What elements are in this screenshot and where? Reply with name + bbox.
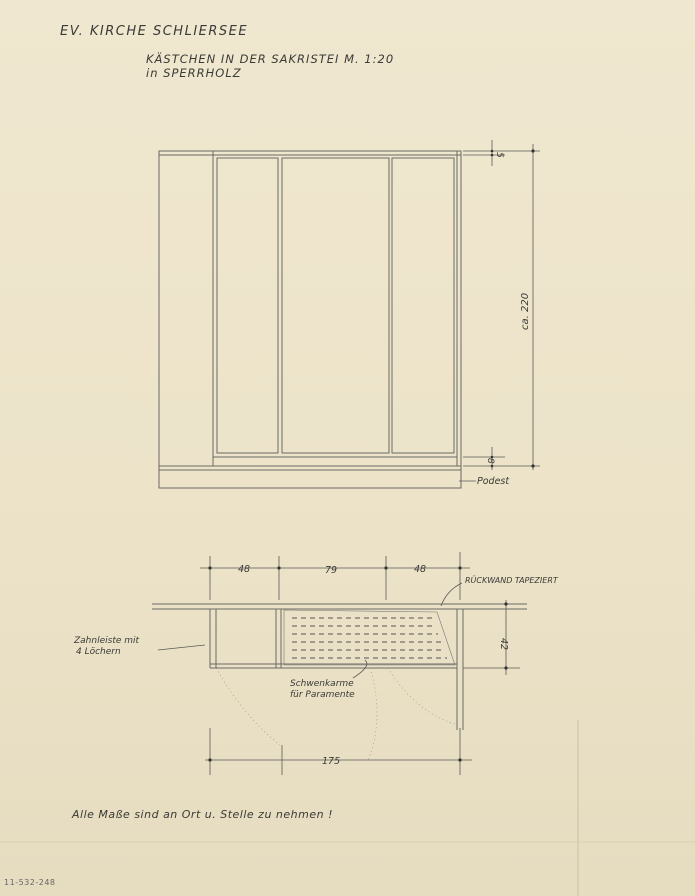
- door-panel-left: [217, 158, 278, 453]
- dim-48-left: 48: [238, 564, 251, 575]
- label-schwenkarme-2: für Paramente: [290, 690, 355, 700]
- label-podest: Podest: [477, 476, 510, 487]
- schwenkarme-leader: [353, 660, 367, 678]
- footer-note: Alle Maße sind an Ort u. Stelle zu nehmen !: [72, 808, 333, 821]
- door-swing-arc-left: [216, 668, 280, 745]
- elevation-view: [159, 151, 461, 488]
- drawing-material-note: in SPERRHOLZ: [146, 66, 242, 80]
- label-zahnleiste-1: Zahnleiste mit: [74, 636, 140, 646]
- paramente-hangers: [292, 618, 447, 658]
- label-rueckwand: RÜCKWAND TAPEZIERT: [465, 576, 558, 585]
- archive-stamp: 11-532-248: [4, 878, 56, 887]
- dim-height-220: ca. 220: [520, 292, 531, 330]
- door-panel-right: [392, 158, 454, 453]
- drawing-subtitle: KÄSTCHEN IN DER SAKRISTEI M. 1:20: [146, 52, 395, 66]
- label-zahnleiste-2: 4 Löchern: [76, 647, 121, 657]
- dim-79: 79: [325, 565, 338, 576]
- door-panel-middle: [282, 158, 389, 453]
- cabinet-outline: [159, 151, 461, 488]
- dim-48-right: 48: [414, 564, 427, 575]
- dim-42: 42: [498, 638, 509, 651]
- drawing-title: EV. KIRCHE SCHLIERSEE: [60, 24, 249, 39]
- dim-175: 175: [322, 756, 341, 767]
- dim-bottom-8: 8: [485, 458, 495, 464]
- label-schwenkarme-1: Schwenkarme: [290, 679, 354, 689]
- zahnleiste-leader: [158, 645, 205, 650]
- door-swing-arc-middle: [368, 668, 377, 760]
- door-swing-arc-right: [388, 668, 455, 724]
- rueckwand-leader: [441, 583, 462, 606]
- dim-top-5: 5: [494, 152, 504, 158]
